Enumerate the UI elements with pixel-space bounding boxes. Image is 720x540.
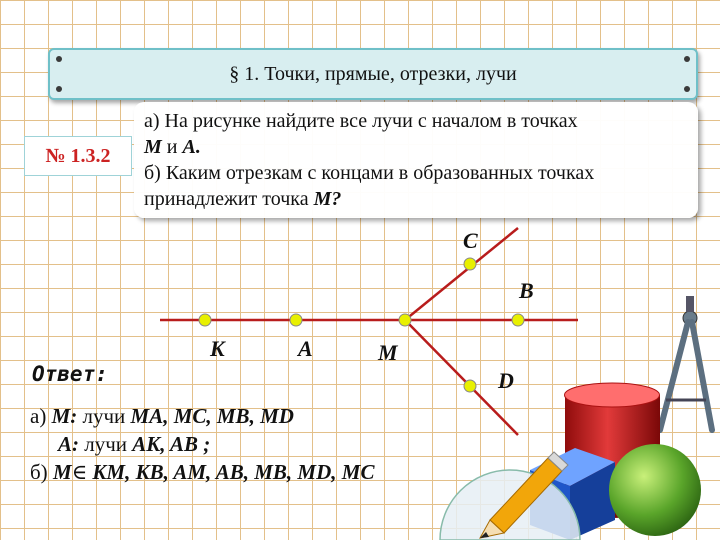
label-k: K <box>210 336 225 361</box>
task-line-b1: б) Каким отрезкам с концами в образованных точках <box>144 162 595 184</box>
answer-line-b: б) M∈ KM, KB, AM, AB, MB, MD, MC <box>30 460 375 484</box>
point-b <box>512 314 524 326</box>
page-title: § 1. Точки, прямые, отрезки, лучи <box>229 62 517 85</box>
label-c: C <box>463 228 478 253</box>
label-m: M <box>378 340 398 365</box>
task-line-a1: а) На рисунке найдите все лучи с началом в точках <box>144 110 578 132</box>
point-k <box>199 314 211 326</box>
point-m <box>399 314 411 326</box>
answer-line-a2: A: лучи AK, AB ; <box>58 432 211 456</box>
point-d <box>464 380 476 392</box>
task-line-b2: принадлежит точка M? <box>144 188 342 210</box>
label-a: A <box>298 336 313 361</box>
answer-block <box>30 402 374 486</box>
point-c <box>464 258 476 270</box>
ray-mc <box>405 228 518 320</box>
problem-number: № 1.3.2 <box>24 136 132 176</box>
point-a <box>290 314 302 326</box>
answer-label: Ответ: <box>32 362 108 386</box>
label-d: D <box>498 368 514 393</box>
answer-line-a: а) M: лучи MA, MC, MB, MD <box>30 404 294 428</box>
label-b: B <box>519 278 534 303</box>
task-line-a2: M и A. <box>144 136 201 158</box>
